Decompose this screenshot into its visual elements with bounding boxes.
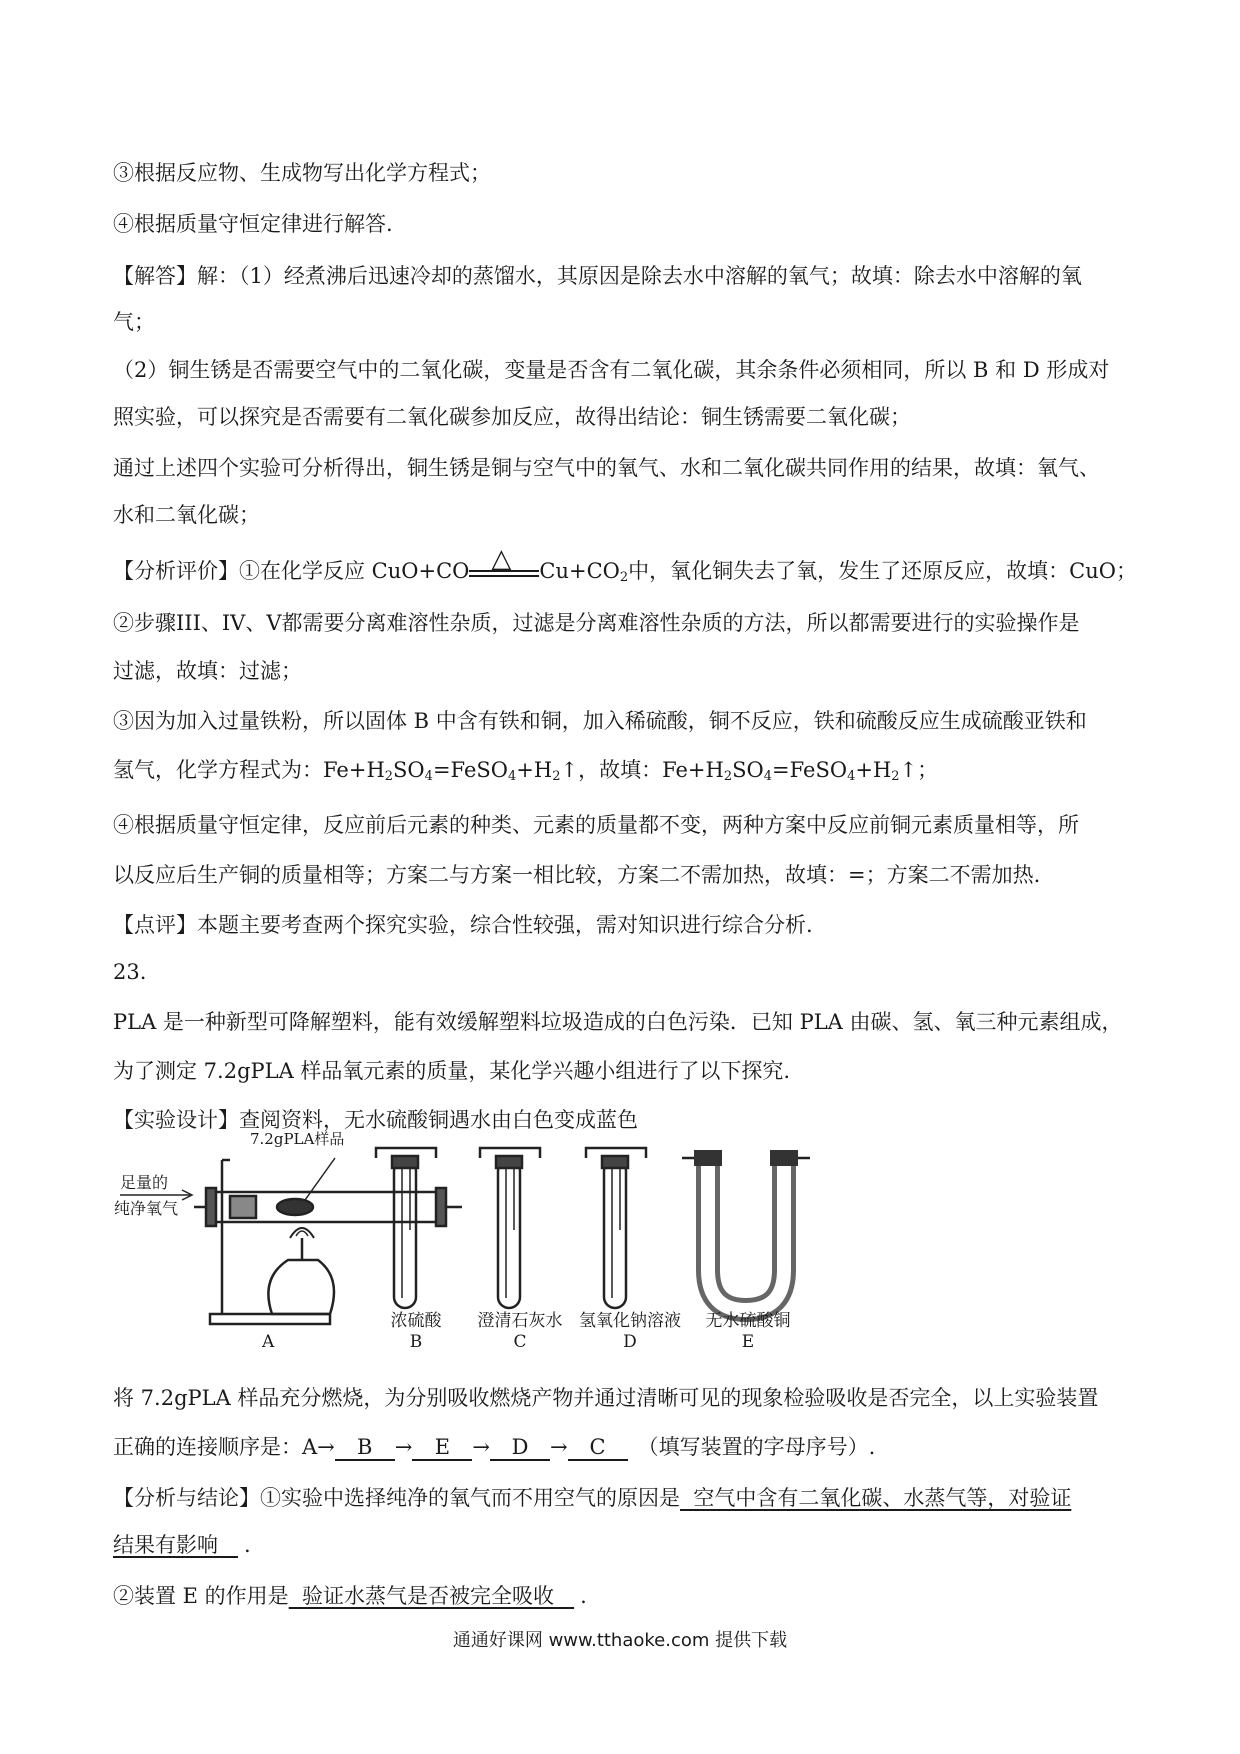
text-span: 正确的连接顺序是：A→ [113, 1435, 335, 1459]
text-span: （填写装置的字母序号）. [637, 1435, 876, 1459]
apparatus-letter: A [262, 1332, 275, 1352]
text-line: PLA 是一种新型可降解塑料，能有效缓解塑料垃圾造成的白色污染．已知 PLA 由碳、氢、氧三种元素组成， [113, 1010, 1123, 1034]
apparatus-letter: B [409, 1332, 423, 1352]
subscript: 4 [424, 769, 433, 784]
subscript: 2 [619, 570, 629, 585]
apparatus-letter: C [513, 1332, 527, 1352]
text-span: 【分析与结论】①实验中选择纯净的氧气而不用空气的原因是 [113, 1486, 680, 1510]
subscript: 2 [552, 769, 561, 784]
text-span: SO [732, 758, 764, 782]
reaction-condition-arrow [469, 543, 539, 588]
text-line: ③因为加入过量铁粉，所以固体 B 中含有铁和铜，加入稀硫酸，铜不反应，铁和硫酸反应生成硫酸亚铁和 [113, 709, 1087, 733]
text-span: SO [393, 758, 425, 782]
answer-blank: D [490, 1435, 550, 1461]
apparatus-e [682, 1150, 810, 1310]
answer-blank: C [568, 1435, 628, 1461]
reagent-label: 浓硫酸 [390, 1311, 442, 1331]
subscript: 4 [763, 769, 773, 784]
text-span: +H [855, 758, 892, 782]
equation-line [113, 755, 938, 792]
subscript: 4 [508, 769, 517, 784]
answer-line [113, 1483, 1071, 1513]
arrow: → [549, 1435, 568, 1459]
text-line: 水和二氧化碳； [113, 503, 260, 527]
text-line: 通过上述四个实验可分析得出，铜生锈是铜与空气中的氧气、水和二氧化碳共同作用的结果，故填：氧气、 [113, 456, 1100, 480]
apparatus-b [376, 1148, 436, 1308]
text-span: Cu+CO [539, 559, 620, 583]
subscript: 2 [384, 769, 394, 784]
subscript: 2 [723, 769, 733, 784]
text-line: 气； [113, 310, 155, 334]
reagent-label: 无水硫酸铜 [705, 1311, 791, 1331]
answer-line [113, 1581, 587, 1611]
text-span: 【分析评价】①在化学反应 CuO+CO [113, 559, 470, 583]
question-number: 23. [113, 960, 147, 984]
text-span: 氢气，化学方程式为：Fe+H [113, 758, 385, 782]
reaction-line [113, 543, 1137, 593]
gas-label: 足量的 [120, 1173, 169, 1192]
text-line: 过滤，故填：过滤； [113, 659, 302, 683]
text-line: ④根据质量守恒定律，反应前后元素的种类、元素的质量都不变，两种方案中反应前铜元素质量相等，所 [113, 813, 1079, 837]
apparatus-d [586, 1148, 646, 1308]
apparatus-c [480, 1148, 540, 1308]
answer-underlined: 结果有影响 [113, 1533, 239, 1557]
answer-blank: B [335, 1435, 395, 1461]
page-footer: 通通好课网 www.tthaoke.com 提供下载 [452, 1630, 788, 1651]
apparatus-letter: D [623, 1332, 637, 1352]
text-line: 将 7.2gPLA 样品充分燃烧，为分别吸收燃烧产物并通过清晰可见的现象检验吸收是否完全，以上实验装置 [113, 1386, 1099, 1410]
answer-blank: E [412, 1435, 472, 1461]
text-line: 以反应后生产铜的质量相等；方案二与方案一相比较，方案二不需加热，故填：=；方案二不需加热. [113, 863, 1041, 887]
text-line: ②步骤III、IV、V都需要分离难溶性杂质，过滤是分离难溶性杂质的方法，所以都需要进行的实验操作是 [113, 611, 1080, 635]
stand-base [210, 1314, 330, 1324]
gas-label: 纯净氧气 [114, 1199, 179, 1218]
sample-label: 7.2gPLA样品 [250, 1130, 345, 1148]
text-span: ↑； [899, 758, 939, 782]
arrow: → [472, 1435, 490, 1459]
subscript: 2 [891, 769, 900, 784]
text-span: +H [516, 758, 553, 782]
text-line: ③根据反应物、生成物写出化学方程式； [113, 161, 491, 185]
text-line: 【实验设计】查阅资料，无水硫酸铜遇水由白色变成蓝色 [113, 1108, 638, 1132]
reagent-label: 氢氧化钠溶液 [579, 1311, 681, 1331]
text-span: ↑，故填：Fe+H [560, 758, 724, 782]
text-line: ④根据质量守恒定律进行解答. [113, 212, 393, 236]
text-span: ②装置 E 的作用是 [113, 1584, 289, 1608]
arrow: → [394, 1435, 413, 1459]
answer-line [113, 1530, 251, 1560]
text-line: 为了测定 7.2gPLA 样品氧元素的质量，某化学兴趣小组进行了以下探究. [113, 1059, 791, 1083]
text-line: 【解答】解：（1）经煮沸后迅速冷却的蒸馏水，其原因是除去水中溶解的氧气；故填：除去水中溶解的氧 [113, 264, 1082, 288]
text-span: =FeSO [772, 758, 848, 782]
answer-underlined: 验证水蒸气是否被完全吸收 [288, 1584, 575, 1608]
answer-line [113, 1432, 875, 1462]
text-line: 【点评】本题主要考查两个探究实验，综合性较强，需对知识进行综合分析. [113, 913, 813, 937]
text-span: . [244, 1533, 251, 1557]
text-line: 照实验，可以探究是否需要有二氧化碳参加反应，故得出结论：铜生锈需要二氧化碳； [113, 405, 911, 429]
subscript: 4 [847, 769, 856, 784]
reagent-label: 澄清石灰水 [477, 1311, 563, 1331]
apparatus-letter: E [741, 1332, 755, 1352]
heat-symbol: △ [491, 543, 512, 574]
text-line: （2）铜生锈是否需要空气中的二氧化碳，变量是否含有二氧化碳，其余条件必须相同，所以 B 和 D 形成对 [113, 358, 1110, 382]
text-span: . [580, 1584, 587, 1608]
text-span: =FeSO [432, 758, 508, 782]
answer-underlined: 空气中含有二氧化碳、水蒸气等，对验证 [680, 1486, 1072, 1510]
text-span: 中，氧化铜失去了氧，发生了还原反应，故填：CuO； [628, 559, 1137, 583]
